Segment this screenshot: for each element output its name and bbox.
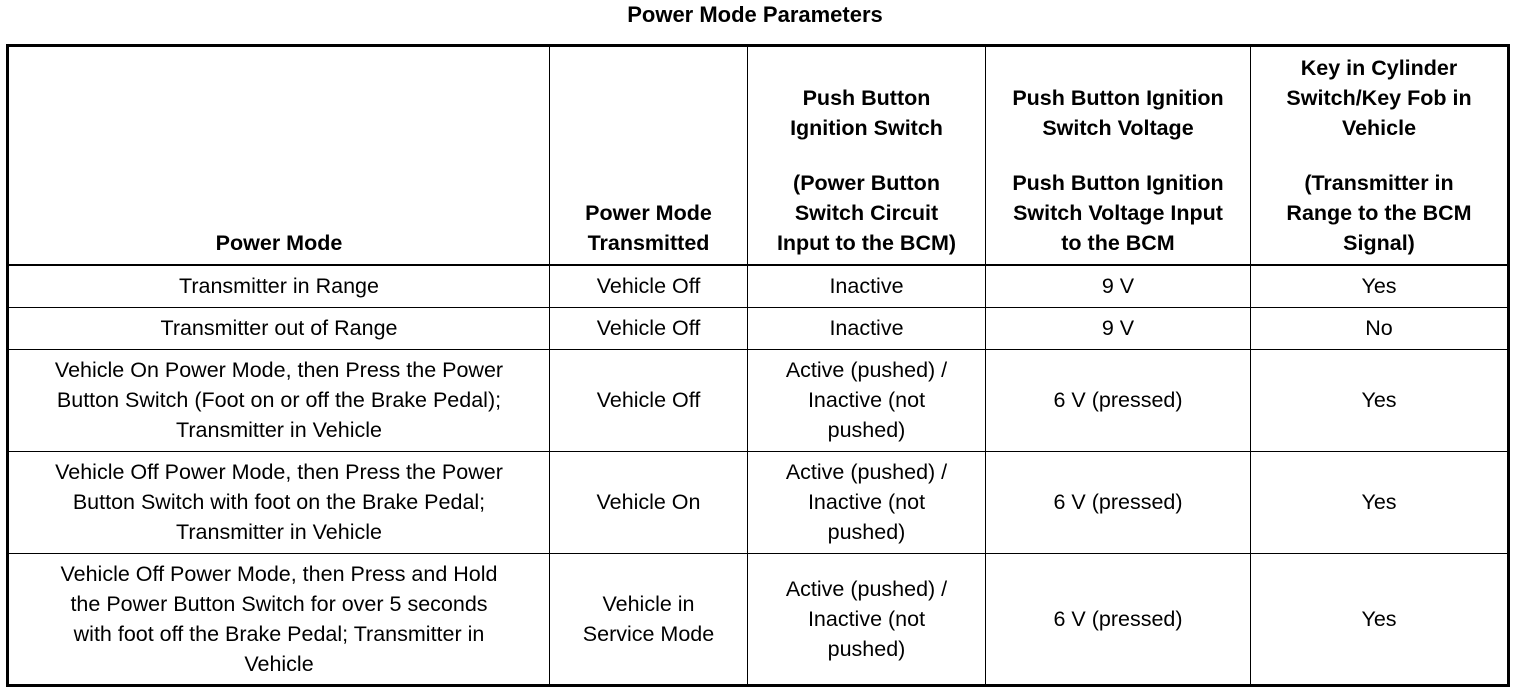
cell-switch: Active (pushed) / Inactive (not pushed) — [748, 349, 986, 451]
table-row — [8, 265, 1509, 307]
cell-power-mode: Vehicle On Power Mode, then Press the Power Button Switch (Foot on or off the Brake Pedal); Transmitter in Vehicle — [8, 349, 550, 451]
table-row — [8, 553, 1509, 685]
header-power-mode-transmitted: Power Mode Transmitted — [550, 46, 748, 266]
cell-key: Yes — [1251, 349, 1509, 451]
table-row — [8, 451, 1509, 553]
cell-transmitted: Vehicle Off — [550, 265, 748, 307]
header-row — [8, 46, 1509, 266]
cell-transmitted: Vehicle Off — [550, 349, 748, 451]
cell-key: Yes — [1251, 451, 1509, 553]
header-power-mode: Power Mode — [8, 46, 550, 266]
cell-key: No — [1251, 307, 1509, 349]
cell-transmitted: Vehicle Off — [550, 307, 748, 349]
power-mode-parameters-table — [6, 44, 1510, 687]
cell-transmitted: Vehicle On — [550, 451, 748, 553]
cell-key: Yes — [1251, 553, 1509, 685]
cell-power-mode: Vehicle Off Power Mode, then Press and Hold the Power Button Switch for over 5 seconds with foot off the Brake Pedal; Transmitter in Vehicle — [8, 553, 550, 685]
header-push-button-ignition-switch: Push Button Ignition Switch (Power Button Switch Circuit Input to the BCM) — [748, 46, 986, 266]
table-title: Power Mode Parameters — [627, 2, 883, 27]
table-body — [8, 265, 1509, 685]
cell-switch: Inactive — [748, 265, 986, 307]
cell-switch: Active (pushed) / Inactive (not pushed) — [748, 451, 986, 553]
cell-voltage: 9 V — [986, 265, 1251, 307]
cell-switch: Inactive — [748, 307, 986, 349]
cell-voltage: 9 V — [986, 307, 1251, 349]
table-row — [8, 307, 1509, 349]
cell-voltage: 6 V (pressed) — [986, 349, 1251, 451]
cell-transmitted: Vehicle in Service Mode — [550, 553, 748, 685]
cell-key: Yes — [1251, 265, 1509, 307]
header-key-in-cylinder: Key in Cylinder Switch/Key Fob in Vehicle (Transmitter in Range to the BCM Signal) — [1251, 46, 1509, 266]
cell-switch: Active (pushed) / Inactive (not pushed) — [748, 553, 986, 685]
cell-power-mode: Transmitter in Range — [8, 265, 550, 307]
cell-power-mode: Vehicle Off Power Mode, then Press the Power Button Switch with foot on the Brake Pedal; Transmitter in Vehicle — [8, 451, 550, 553]
cell-voltage: 6 V (pressed) — [986, 451, 1251, 553]
table-row — [8, 349, 1509, 451]
header-push-button-ignition-switch-voltage: Push Button Ignition Switch Voltage Push Button Ignition Switch Voltage Input to the BCM — [986, 46, 1251, 266]
cell-power-mode: Transmitter out of Range — [8, 307, 550, 349]
cell-voltage: 6 V (pressed) — [986, 553, 1251, 685]
